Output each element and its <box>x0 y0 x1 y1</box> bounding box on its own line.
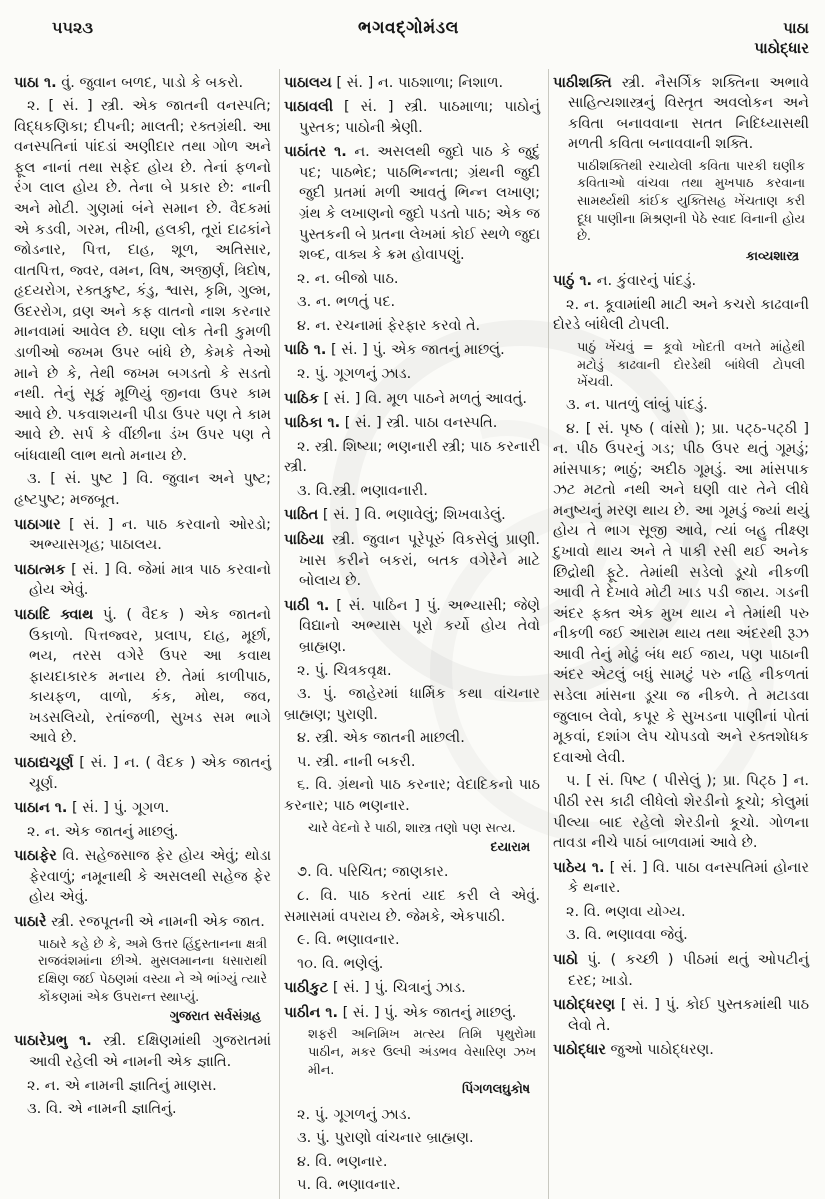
dict-sense: ૩. [ સં. પુષ્ટ ] વિ. જુવાન અને પુષ્ટ; હૃષ્ટપુષ્ટ; મજબૂત. <box>14 471 271 509</box>
dict-sense: ૨. [ સં. ] સ્ત્રી. એક જાતની વનસ્પતિ; વિદ્ધકણિકા; દીપની; માલતી; રક્તગ્રંથી. આ વનસ્પતિનાં પાંદડાં અણીદાર તથા ગોળ અને ફૂલ નાનાં તથા સફેદ હોય છે. તેનાં ફળનો રંગ લાલ હોય છે. તેના બે પ્રકાર છે: નાની અને મોટી. ગુણમાં બંને સમાન છે. વૈદકમાં એ કડવી, ગરમ, તીખી, હલકી, તૂરાં દાઢકાંને જોડનાર, પિત્ત, દાહ, શૂળ, અતિસાર, વાતપિત્ત, જ્વર, વમન, વિષ, અજીર્ણ, ત્રિદોષ, હૃદયરોગ, રક્તકુષ્ટ, કંડુ, શ્વાસ, કૃમિ, ગુલ્મ, ઉદરરોગ, વ્રણ અને કફ વાતનો નાશ કરનાર માનવામાં આવેલ છે. ઘણા લોક તેની કુમળી ડાળીઓ જખમ ઉપર બાંધે છે, કેમકે તેઓ માને છે કે, તેથી જખમ બગડતો કે સડતો નથી. તેનું સૂકું મૂળિયું જીનવા ઉપર કામ આવે છે. પકવાશયની પીડા ઉપર પણ તે કામ આવે છે. સર્પ કે વીંછીના ડંખ ઉપર પણ તે બાંધવાથી લાભ થતો મનાય છે. <box>14 98 271 464</box>
headword: પાઠિક <box>284 390 319 407</box>
dict-sense: ૪. વિ. ભણનાર. <box>297 1153 388 1170</box>
headword: પાઠારે <box>14 914 47 931</box>
dict-quote: પાઠારે કહે છે કે, અમે ઉત્તર હિંદુસ્તાનના ક્ષત્રી રાજવંશમાંના છીએ. મુસલમાનના ધસારાથી દક્ષિણ જઈ પેઠણમાં વસ્યા ને એ ભાંગ્યું ત્યારે કોંકણમાં એક ઉપરાન્ત સ્થાપ્યું. <box>38 936 267 1005</box>
headword: પાઠીકુટ <box>284 980 329 997</box>
dict-entry <box>14 560 271 601</box>
dict-sense: ૪. [ સં. પૃષ્ઠ ( વાંસો ); પ્રા. પટ્ઠ-પટ્ઠી ] ન. પીઠ ઉપરનું ગડ; પીઠ ઉપર થતું ગૂમડું; માંસપાક; ભાઠું; અદીઠ ગૂમડું. આ માંસપાક ઝટ મટતો નથી અને ઘણી વાર તેને લીધે મનુષ્યનું મરણ થાય છે. આ ગૂમડું જ્યાં થયું હોય તે ભાગ સૂજી આવે, ત્યાં બહુ તીક્ષ્ણ દુખાવો થાય અને તે પાકી રસી થઈ અનેક છિદ્રોથી ફૂટે. તેમાંથી સડેલો ડૂચો નીકળી આવી તે દેખાવે મોટી ખાડ પડી જાય. ગડની અંદર ફક્ત એક મુખ થાય ને તેમાંથી પરુ નીકળી જઈ આરામ થાય તથા અંદરથી રૂઝ આવી તેનું મોઢું બંધ થઈ જાય, પણ પાઠાની અંદર એટલું બધું સામટું પરુ નહિ નીકળતાં સડેલા માંસના ડૂચા જ નીકળે. તે મટાડવા જુલાબ લેવો, કપૂર કે સુખડના પાણીનાં પોતાં મૂકવાં, દશાંગ લેપ ચોપડવો અને રક્તશોધક દવાઓ લેવી. <box>553 420 809 766</box>
dict-sense: ૨. ન. કૂવામાંથી માટી અને કચરો કાઢવાની દોરડે બાંધેલી ટોપલી. <box>553 296 809 334</box>
dict-sense: ૫. સ્ત્રી. નાની બકરી. <box>297 753 416 770</box>
dict-sense: ૩. ન. પાતળું લાંબું પાંદડું. <box>566 396 708 413</box>
dict-entry <box>553 950 809 991</box>
dict-entry <box>284 340 540 361</box>
headword: પાઠોદ્ધાર <box>553 1042 606 1059</box>
headword: પાઠીન ૧. <box>284 1004 339 1021</box>
entry-body: [ સં. પાઠિન ] પું. અભ્યાસી; જેણે વિદ્યાનો અભ્યાસ પૂરો કર્યો હોય તેવો બ્રાહ્મણ. <box>299 597 541 655</box>
dict-sense: ૨. ન. એક જાતનું માછલું. <box>27 823 179 840</box>
dict-sense: ૪. સ્ત્રી. એક જાતની માછલી. <box>297 730 465 747</box>
catchword-top: પાઠા <box>783 19 809 37</box>
dict-entry <box>14 605 271 749</box>
entry-body: પું. ( કચ્છી ) પીઠમાં થતું ઓપટીનું દરદ; ખાડો. <box>568 951 809 989</box>
entry-body: પું. ( વૈદક ) એક જાતનો ઉકાળો. પિત્તજ્વર, પ્રલાપ, દાહ, મૂર્છા, ભય, તરસ વગેરે ઉપર આ કવાથ ફાયદાકારક મનાય છે. તેમાં કાળીપાઠ, કાયફળ, વાળો, કંક, મોથ, જવ, ખડસલિયો, રતાંજળી, સુખડ સમ ભાગે આવે છે. <box>29 606 271 747</box>
headword: પાઠોદ્ધરણ <box>553 997 615 1014</box>
headword: પાઠું ૧. <box>553 273 593 290</box>
dict-entry <box>284 978 540 999</box>
dict-entry <box>553 858 809 899</box>
entry-body: [ સં. ] વિ. મૂળ પાઠને મળતું આવતું. <box>323 390 527 407</box>
dict-entry <box>14 1031 271 1072</box>
entry-body: [ સં. ] સ્ત્રી. પાઠા વનસ્પતિ. <box>344 415 498 432</box>
dict-sense: ૨. વિ. ભણવા યોગ્ય. <box>566 903 686 920</box>
headword: પાઠિત <box>284 507 319 524</box>
dict-entry <box>14 515 271 556</box>
entry-body: [ સં. ] ન. પાઠશાળા; નિશાળ. <box>336 74 504 91</box>
dict-entry <box>553 271 809 292</box>
entry-body: સ્ત્રી. નૈસર્ગિક શક્તિના અભાવે સાહિત્યશાસ્ત્રનું વિસ્તૃત અવલોકન અને કવિતા બનાવવાના સતત નિદિધ્યાસથી મળતી કવિતા બનાવવાની શક્તિ. <box>568 74 809 153</box>
page-number: ૫૫૨૩ <box>52 18 94 37</box>
dict-entry <box>284 142 540 265</box>
entry-body: વું. જુવાન બળદ, પાડો કે બકરો. <box>61 74 244 91</box>
headword: પાઠિયા <box>284 532 325 549</box>
dict-sense: ૧૦. વિ. ભણેલું. <box>297 955 384 972</box>
dict-entry <box>284 389 540 410</box>
headword: પાઠાદ્યચૂર્ણ <box>14 755 74 771</box>
dict-attribution: દયારામ <box>490 840 530 856</box>
dict-sense: ૩. વિ. એ નામની જ્ઞાતિનું. <box>27 1101 177 1118</box>
entry-body: [ સં. ] વિ. ભણાવેલું; શિખવાડેલું. <box>322 507 506 524</box>
entry-body: [ સં. ] ન. પાઠ કરવાનો ઓરડો; અભ્યાસગૃહ; પાઠાલય. <box>29 516 272 554</box>
dict-sense: ૩. પું. પુરાણો વાંચનાર બ્રાહ્મણ. <box>297 1130 474 1147</box>
headword: પાઠાલય <box>284 74 332 91</box>
dict-sense: ૫. [ સં. પિષ્ટ ( પીસેલું ); પ્રા. પિટ્ઠ ] ન. પીઠી રસ કાઢી લીધેલો શેરડીનો કૂચો; કોલુમાં પીલ્યા બાદ રહેલો શેરડીનો કૂચો. ગોળના તાવડા નીચે પાઠાં બાળવામાં આવે છે. <box>553 773 809 852</box>
entry-body: [ સં. ] ન. ( વૈદક ) એક જાતનું ચૂર્ણ. <box>29 755 272 792</box>
entry-body: જુઓ પાઠોદ્ધરણ. <box>610 1042 714 1059</box>
headword: પાઠાગાર <box>14 516 61 533</box>
entry-body: [ સં. ] પું. એક જાતનું માછલું. <box>330 342 505 359</box>
dict-sense: ૨. પું. ગૂગળનું ઝાડ. <box>297 1106 412 1123</box>
entry-body: ન. કુંવારનું પાંદડું. <box>596 273 697 290</box>
headword: પાઠીશક્તિ <box>553 74 612 91</box>
dict-sense: ૬. વિ. ગ્રંથનો પાઠ કરનાર; વેદાદિકનો પાઠ કરનાર; પાઠ ભણનાર. <box>284 777 540 814</box>
headword: પાઠાત્મક <box>14 561 66 578</box>
entry-body: સ્ત્રી. રજપૂતની એ નામની એક જાત. <box>51 914 265 931</box>
dict-entry <box>553 995 809 1036</box>
dict-sense: ૭. વિ. પરિચિત; જાણકાર. <box>297 864 449 881</box>
headword: પાઠેય ૧. <box>553 859 605 876</box>
entry-body: [ સં. ] પું. કોઈ પુસ્તકમાંથી પાઠ લેવો તે. <box>568 997 810 1034</box>
dict-quote: પાઠીશક્તિથી રચાયેલી કવિતા પારકી ઘણીક કવિતાઓ વાંચવા તથા મુખપાઠ કરવાના સામર્થ્યથી કાંઈક યુક્તિસહ ખેંચતાણ કરી દૂધ પાણીના મિશ્રણની પેઠે સ્વાદ વિનાની હોય છે. <box>577 158 805 245</box>
dict-quote: શફરી અનિમિખ મત્સ્ય તિમિ પૃથુરોમા પાઠીન, મકર ઉલ્પી અંડભવ વેસારિણ ઝખ મીન. <box>308 1027 536 1078</box>
dict-attribution: પિંગળલઘુકોષ <box>462 1082 530 1098</box>
dict-entry <box>284 73 540 94</box>
dict-sense: ૩. વિ. ભણાવવા જેવું. <box>566 927 688 944</box>
entry-body: [ સં. ] સ્ત્રી. પાઠમાળા; પાઠોનું પુસ્તક; પાઠોની શ્રેણી. <box>299 99 540 136</box>
dict-quote: પાઠું ખેંચવું = કૂવો ખોદતી વખતે માંહેથી મટોડું કાઢવાની દોરડેથી બાંધેલી ટોપલી ખેંચવી. <box>577 339 805 391</box>
headword: પાઠિ ૧. <box>284 342 327 359</box>
entry-body: [ સં. ] પું. ગૂગળ. <box>72 800 170 817</box>
headword: પાઠાફેર <box>14 848 57 865</box>
headword: પાઠા ૧. <box>14 74 57 91</box>
dict-entry <box>284 97 540 138</box>
dict-entry <box>14 753 271 794</box>
book-title: ભગવદ્ગોમંડલ <box>358 18 459 38</box>
dict-sense: ૮. વિ. પાઠ કરતાં યાદ કરી લે એવું. સમાસમાં વપરાય છે. જેમકે, એકપાઠી. <box>284 887 540 925</box>
headword: પાઠાન ૧. <box>14 800 68 817</box>
entry-body: [ સં. ] પું. એક જાતનું માછલું. <box>342 1004 517 1021</box>
entry-body: [ સં. ] વિ. જેમાં માત્ર પાઠ કરવાનો હોય એવું. <box>29 561 272 599</box>
dict-entry <box>284 530 540 592</box>
dict-sense: ૩. ન. ભળતું પદ. <box>297 294 396 311</box>
dict-attribution: ગુજરાત સર્વસંગ્રહ <box>169 1009 261 1025</box>
dict-sense: ૨. સ્ત્રી. શિષ્યા; ભણનારી સ્ત્રી; પાઠ કરનારી સ્ત્રી. <box>284 438 540 476</box>
headword: પાઠારેપ્રભુ ૧. <box>14 1033 92 1050</box>
dict-entry <box>14 846 271 908</box>
entry-body: સ્ત્રી. જુવાન પૂરેપૂરું વિકસેલું પ્રાણી. ખાસ કરીને બકરાં, બતક વગેરેને માટે બોલાય છે. <box>299 532 540 590</box>
dict-sense: ૪. ન. રચનામાં ફેરફાર કરવો તે. <box>297 317 481 334</box>
dict-entry <box>553 1040 809 1061</box>
headword: પાઠાંતર ૧. <box>284 144 347 161</box>
headword: પાઠાવલી <box>284 99 334 116</box>
dict-entry <box>284 1003 540 1024</box>
entry-body: સ્ત્રી. દક્ષિણમાંથી ગુજરાતમાં આવી રહેલી એ નામની એક જ્ઞાતિ. <box>29 1033 272 1070</box>
dict-entry <box>14 798 271 819</box>
dict-entry <box>14 912 271 933</box>
dict-sense: ૨. ન. એ નામની જ્ઞાતિનું માણસ. <box>27 1077 217 1094</box>
dict-sense: ૨. પું. ગૂગળનું ઝાડ. <box>297 366 412 383</box>
dict-sense: ૨. ન. બીજો પાઠ. <box>297 270 399 287</box>
entry-body: [ સં. ] વિ. પાઠા વનસ્પતિમાં હોનાર કે થનાર. <box>568 859 809 897</box>
dict-sense: ૩. પું. જાહેરમાં ધાર્મિક કથા વાંચનાર બ્રાહ્મણ; પુરાણી. <box>284 686 540 723</box>
headword: પાઠાદિ ક્વાથ <box>14 606 94 623</box>
entry-body: વિ. સહેજસાજ ફેર હોય એવું; થોડા ફેરવાળું; નમૂનાથી કે અસલથી સહેજ ફેર હોય એવું. <box>29 848 271 906</box>
dict-entry <box>284 596 540 658</box>
dict-sense: ૨. પું. ચિત્રકવૃક્ષ. <box>297 662 392 679</box>
catchwords <box>683 18 813 59</box>
column-1 <box>10 69 279 1199</box>
columns <box>10 69 817 1199</box>
dict-entry <box>553 73 809 155</box>
column-2 <box>279 69 548 1199</box>
headword: પાઠી ૧. <box>284 597 330 614</box>
dict-sense: ૫. વિ. ભણાવનાર. <box>297 1177 401 1194</box>
entry-body: [ સં. ] પું. ચિત્રાનું ઝાડ. <box>332 980 466 997</box>
dict-entry <box>284 413 540 434</box>
dict-attribution: કાવ્યશાસ્ત્ર <box>745 249 799 265</box>
column-3 <box>548 69 817 1199</box>
dict-entry <box>14 73 271 94</box>
entry-body: ન. અસલથી જુદો પાઠ કે જુદું પદ; પાઠભેદ; પાઠભિન્નતા; ગ્રંથની જુદી જુદી પ્રતમાં મળી આવતું ભિન્ન લખાણ; ગ્રંથ કે લખાણનો જુદો પડતો પાઠ; એક જ પુસ્તકની બે પ્રતના લેખમાં કોઈ સ્થળે જુદા શબ્દ, વાક્ય કે ક્રમ હોવાપણું. <box>299 144 541 264</box>
dict-sense: ૩. વિ.સ્ત્રી. ભણાવનારી. <box>297 482 428 499</box>
dict-sense: ૯. વિ. ભણાવનાર. <box>297 932 400 949</box>
dict-entry <box>284 505 540 526</box>
dict-quote: ચારે વેદનો રે પાઠી, શાસ્ત્ર તણો પણ સત્ય. <box>308 820 516 836</box>
catchword-bottom: પાઠોદ્ધાર <box>754 39 809 58</box>
headword: પાઠિકા ૧. <box>284 415 341 432</box>
headword: પાઠો <box>553 951 579 968</box>
page-header <box>10 14 817 61</box>
